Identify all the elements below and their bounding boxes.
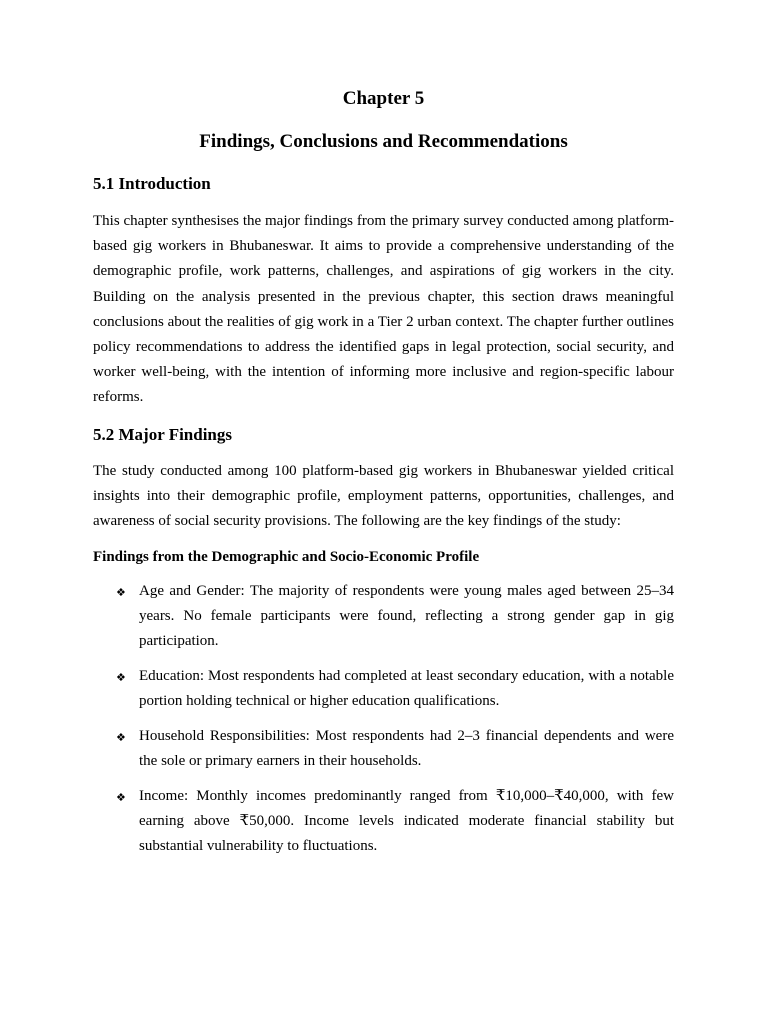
bullet-lead: Income: (139, 788, 189, 804)
demographic-profile-subheading: Findings from the Demographic and Socio-Economic Profile (93, 549, 480, 565)
findings-paragraph: The study conducted among 100 platform-based gig workers in Bhubaneswar yielded critical insights into their demographic profile, employment patterns, opportunities, challenges, and awareness of social security provisions. The following are the key findings of the study: (93, 463, 674, 530)
bullet-lead: Household Responsibilities: (139, 728, 310, 744)
diamond-bullet-icon: ❖ (116, 791, 126, 804)
bullet-text (139, 579, 674, 655)
bullet-body: Most respondents had 2–3 financial dependents and were the sole or primary earners in their households. (139, 728, 674, 770)
bullet-text (139, 724, 674, 774)
bullet-lead: Education: (139, 668, 204, 684)
chapter-label: Chapter 5 (342, 88, 425, 109)
chapter-title: Findings, Conclusions and Recommendations (199, 131, 568, 152)
bullet-body: Monthly incomes predominantly ranged from ₹10,000–₹40,000, with few earning above ₹50,000. Income levels indicated moderate financial stability but substantial vulnerability to fluctuations. (139, 788, 674, 855)
diamond-bullet-icon: ❖ (116, 586, 126, 599)
section-heading-introduction: 5.1 Introduction (93, 174, 211, 193)
bullet-text (139, 784, 674, 860)
bullet-text (139, 664, 674, 714)
bullet-lead: Age and Gender: (139, 583, 245, 599)
section-heading-major-findings: 5.2 Major Findings (93, 425, 233, 444)
introduction-paragraph: This chapter synthesises the major findings from the primary survey conducted among platform-based gig workers in Bhubaneswar. It aims to provide a comprehensive understanding of the demographic profile, work patterns, challenges, and aspirations of gig workers in the city. Building on the analysis presented in the previous chapter, this section draws meaningful conclusions about the realities of gig work in a Tier 2 urban context. The chapter further outlines policy recommendations to address the identified gaps in legal protection, social security, and worker well-being, with the intention of informing more inclusive and region-specific labour reforms. (93, 213, 674, 406)
diamond-bullet-icon: ❖ (116, 671, 126, 684)
bullet-body: The majority of respondents were young males aged between 25–34 years. No female participants were found, reflecting a strong gender gap in gig participation. (139, 583, 674, 650)
diamond-bullet-icon: ❖ (116, 731, 126, 744)
bullet-body: Most respondents had completed at least secondary education, with a notable portion holding technical or higher education qualifications. (139, 668, 674, 710)
